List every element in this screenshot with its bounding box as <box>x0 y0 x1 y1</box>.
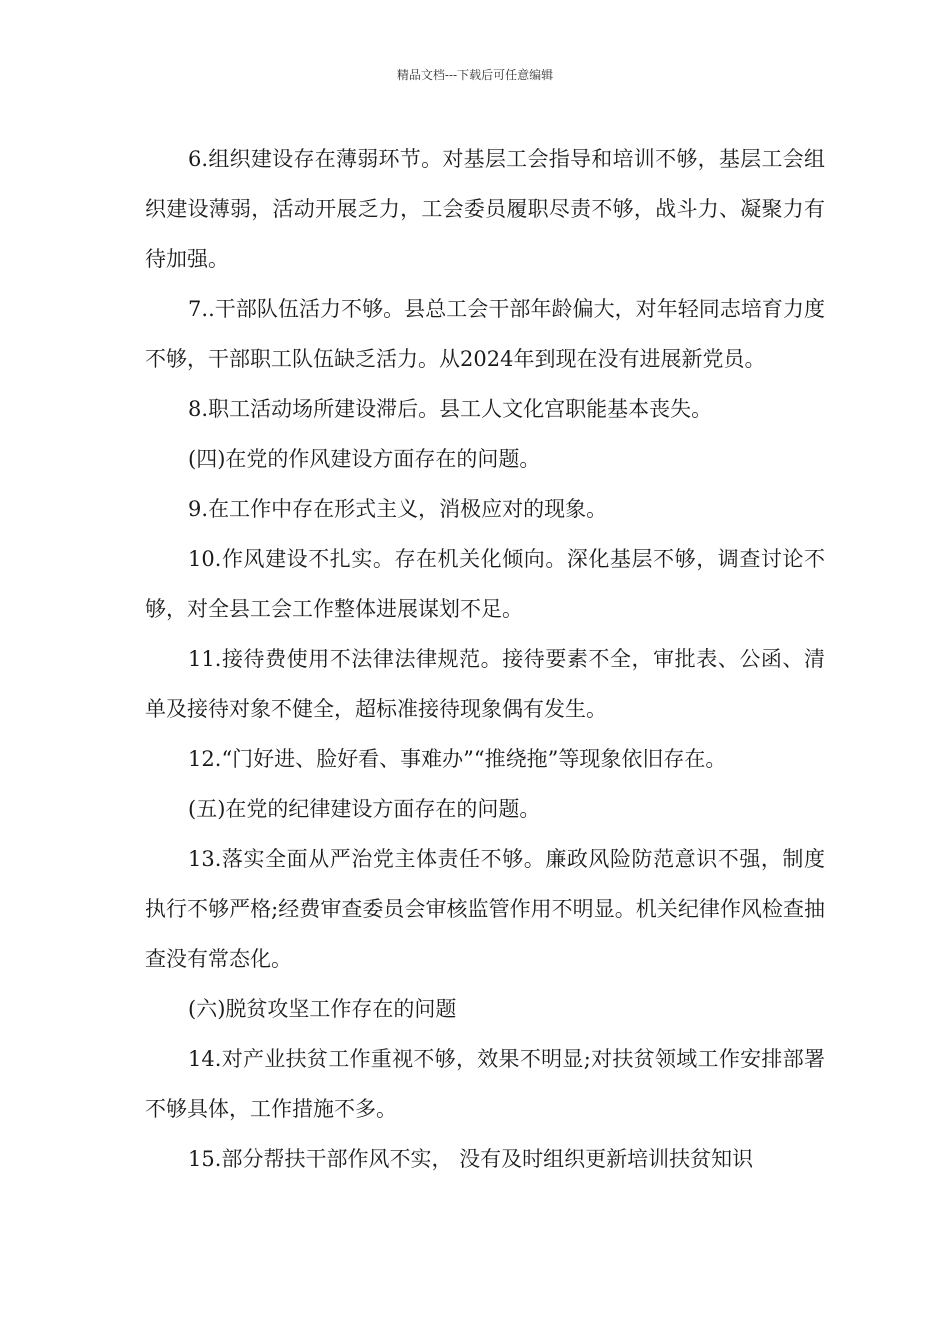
paragraph: 11.接待费使用不法律法律规范。接待要素不全，审批表、公函、清单及接待对象不健全，超标准接待现象偶有发生。 <box>145 647 825 721</box>
paragraph: 13.落实全面从严治党主体责任不够。廉政风险防范意识不强，制度执行不够严格;经费审查委员会审核监管作用不明显。机关纪律作风检查抽查没有常态化。 <box>145 847 825 971</box>
paragraph: 15.部分帮扶干部作风不实， 没有及时组织更新培训扶贫知识 <box>188 1147 754 1171</box>
page-header: 精品文档---下载后可任意编辑 <box>396 68 554 82</box>
section-heading: (五)在党的纪律建设方面存在的问题。 <box>188 797 541 821</box>
paragraph: 7..干部队伍活力不够。县总工会干部年龄偏大，对年轻同志培育力度不够，干部职工队伍缺乏活力。从2024年到现在没有进展新党员。 <box>145 297 825 371</box>
paragraph: 14.对产业扶贫工作重视不够，效果不明显;对扶贫领域工作安排部署不够具体，工作措施不多。 <box>145 1047 825 1121</box>
paragraph: 12.“门好进、脸好看、事难办”“推绕拖”等现象依旧存在。 <box>188 747 727 771</box>
document-body <box>145 134 825 1184</box>
paragraph: 10.作风建设不扎实。存在机关化倾向。深化基层不够，调查讨论不够，对全县工会工作整体进展谋划不足。 <box>145 547 825 621</box>
paragraph: 6.组织建设存在薄弱环节。对基层工会指导和培训不够，基层工会组织建设薄弱，活动开展乏力，工会委员履职尽责不够，战斗力、凝聚力有待加强。 <box>145 147 825 271</box>
paragraph: 9.在工作中存在形式主义，消极应对的现象。 <box>188 497 608 521</box>
paragraph: 8.职工活动场所建设滞后。县工人文化宫职能基本丧失。 <box>188 397 713 421</box>
section-heading: (六)脱贫攻坚工作存在的问题 <box>188 997 457 1021</box>
section-heading: (四)在党的作风建设方面存在的问题。 <box>188 447 541 471</box>
